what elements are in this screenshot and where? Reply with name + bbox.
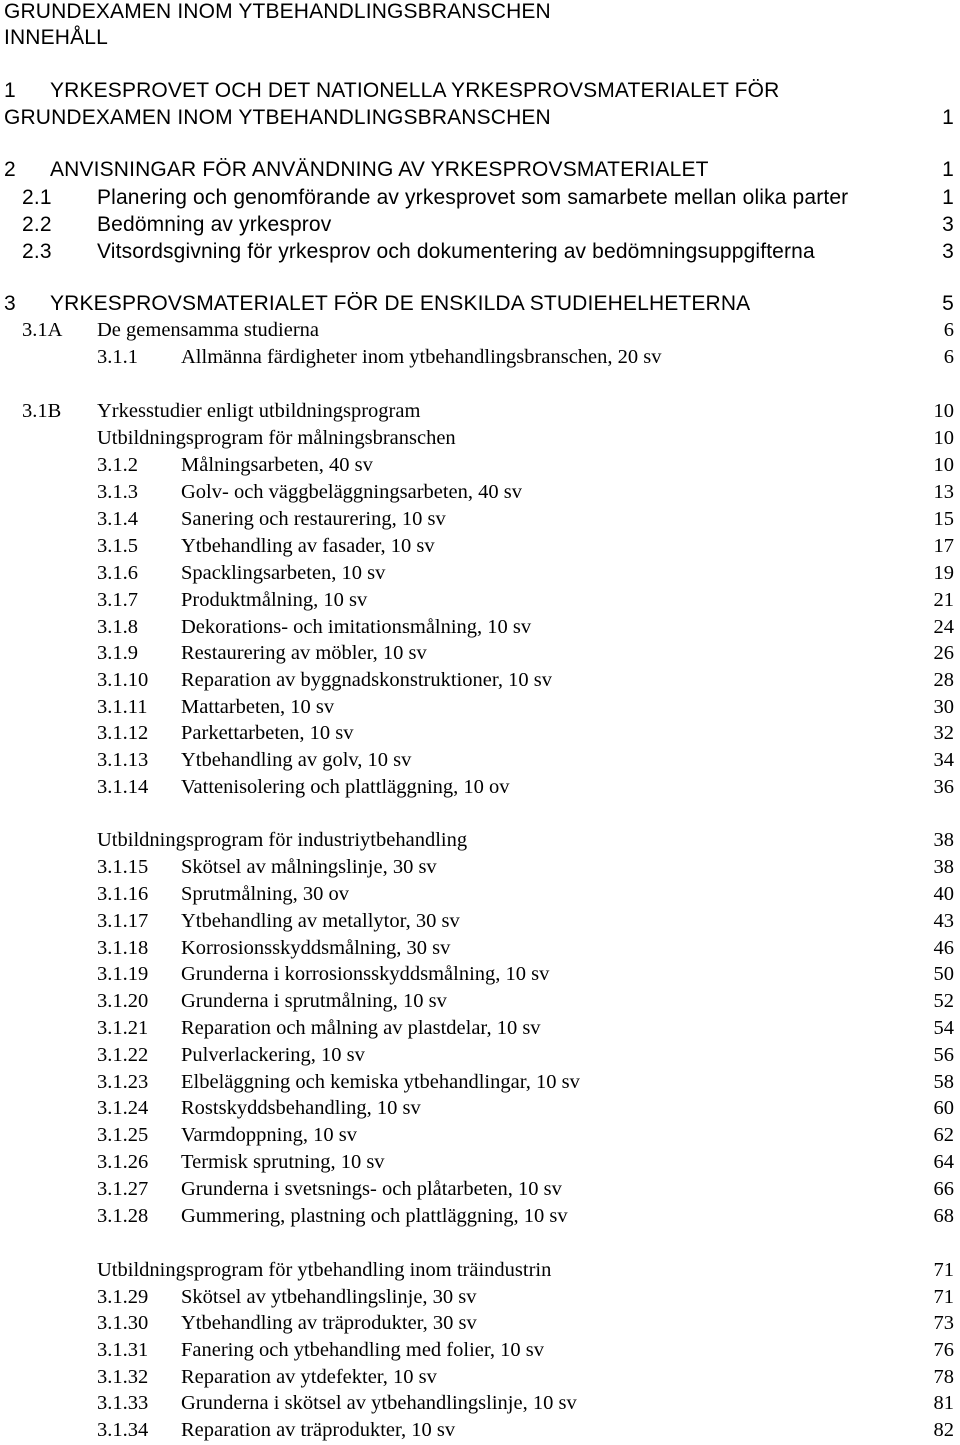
document-title: GRUNDEXAMEN INOM YTBEHANDLINGSBRANSCHEN xyxy=(4,0,551,23)
toc-entry-number: 3.1.18 xyxy=(97,937,149,959)
toc-entry xyxy=(0,883,960,909)
toc-entry-title: Skötsel av målningslinje, 30 sv xyxy=(181,856,437,878)
toc-entry xyxy=(0,508,960,534)
toc-entry xyxy=(0,589,960,615)
toc-entry xyxy=(0,535,960,561)
toc-entry xyxy=(0,963,960,989)
toc-entry-page: 43 xyxy=(933,910,954,932)
toc-entry-page: 13 xyxy=(933,481,954,503)
toc-entry-title: Ytbehandling av metallytor, 30 sv xyxy=(181,910,460,932)
toc-entry xyxy=(0,1071,960,1097)
toc-entry-title: Planering och genomförande av yrkesprovet som samarbete mellan olika parter xyxy=(97,186,849,209)
toc-entry-page: 71 xyxy=(933,1286,954,1308)
toc-entry-page: 38 xyxy=(933,856,954,878)
toc-entry-number: 3.1.14 xyxy=(97,776,149,798)
toc-entry-page: 1 xyxy=(942,186,954,209)
toc-entry xyxy=(0,669,960,695)
toc-entry-number: 3.1.17 xyxy=(97,910,149,932)
toc-entry-title: Utbildningsprogram för industriytbehandling xyxy=(97,829,468,851)
contents-heading: INNEHÅLL xyxy=(4,26,108,49)
toc-entry xyxy=(0,1044,960,1070)
toc-entry xyxy=(0,696,960,722)
toc-entry-number: 3.1.33 xyxy=(97,1392,149,1414)
toc-entry-number: 3.1.2 xyxy=(97,454,138,476)
toc-entry xyxy=(0,79,960,105)
toc-entry-page: 81 xyxy=(933,1392,954,1414)
toc-entry-number: 3.1.10 xyxy=(97,669,149,691)
toc-entry-page: 24 xyxy=(933,616,954,638)
toc-entry-number: 2 xyxy=(4,158,16,181)
toc-entry-title: Reparation av ytdefekter, 10 sv xyxy=(181,1366,437,1388)
toc-entry-page: 10 xyxy=(933,427,954,449)
toc-entry-page: 3 xyxy=(942,240,954,263)
toc-entry-page: 15 xyxy=(933,508,954,530)
toc-entry-title: Produktmålning, 10 sv xyxy=(181,589,368,611)
toc-entry xyxy=(0,1339,960,1365)
toc-entry-page: 1 xyxy=(942,106,954,129)
toc-entry xyxy=(0,213,960,239)
toc-entry-number: 3.1B xyxy=(22,400,62,422)
toc-entry xyxy=(0,829,960,855)
toc-entry-page: 32 xyxy=(933,722,954,744)
toc-entry xyxy=(0,856,960,882)
toc-entry-title: Grunderna i korrosionsskyddsmålning, 10 sv xyxy=(181,963,550,985)
toc-entry-title: Elbeläggning och kemiska ytbehandlingar, 10 sv xyxy=(181,1071,580,1093)
toc-entry-title: YRKESPROVSMATERIALET FÖR DE ENSKILDA STUDIEHELHETERNA xyxy=(50,292,751,315)
toc-entry xyxy=(0,186,960,212)
toc-entry-title: Allmänna färdigheter inom ytbehandlingsbranschen, 20 sv xyxy=(181,346,662,368)
toc-entry-page: 6 xyxy=(943,319,954,341)
toc-entry-number: 3.1.22 xyxy=(97,1044,149,1066)
toc-entry-page: 50 xyxy=(933,963,954,985)
toc-entry-number: 2.3 xyxy=(22,240,52,263)
toc-entry-number: 3.1.4 xyxy=(97,508,138,530)
toc-entry-number: 3 xyxy=(4,292,16,315)
toc-entry-number: 3.1.9 xyxy=(97,642,138,664)
toc-entry-title: Golv- och väggbeläggningsarbeten, 40 sv xyxy=(181,481,523,503)
toc-entry-page: 1 xyxy=(942,158,954,181)
toc-entry xyxy=(0,240,960,266)
toc-entry-number: 3.1.29 xyxy=(97,1286,149,1308)
toc-entry-page: 19 xyxy=(933,562,954,584)
toc-entry-title: Grunderna i skötsel av ytbehandlingslinje, 10 sv xyxy=(181,1392,577,1414)
toc-entry-page: 82 xyxy=(933,1419,954,1441)
toc-entry xyxy=(0,346,960,372)
toc-entry xyxy=(0,427,960,453)
toc-entry xyxy=(0,1178,960,1204)
toc-entry-title: Vattenisolering och plattläggning, 10 ov xyxy=(181,776,510,798)
toc-entry-page: 36 xyxy=(933,776,954,798)
toc-entry-page: 78 xyxy=(933,1366,954,1388)
toc-entry-page: 17 xyxy=(933,535,954,557)
toc-entry-number: 3.1.32 xyxy=(97,1366,149,1388)
toc-entry-number: 3.1.20 xyxy=(97,990,149,1012)
toc-entry xyxy=(0,1205,960,1231)
toc-entry-page: 60 xyxy=(933,1097,954,1119)
toc-entry xyxy=(0,616,960,642)
toc-entry xyxy=(0,749,960,775)
toc-entry-title: Mattarbeten, 10 sv xyxy=(181,696,335,718)
toc-entry-number: 3.1.8 xyxy=(97,616,138,638)
toc-entry-title: ANVISNINGAR FÖR ANVÄNDNING AV YRKESPROVSMATERIALET xyxy=(50,158,709,181)
toc-entry xyxy=(0,1312,960,1338)
toc-entry-page: 62 xyxy=(933,1124,954,1146)
toc-entry xyxy=(0,562,960,588)
toc-entry-page: 58 xyxy=(933,1071,954,1093)
toc-entry-number: 3.1.23 xyxy=(97,1071,149,1093)
toc-entry-page: 21 xyxy=(933,589,954,611)
toc-entry-page: 34 xyxy=(933,749,954,771)
toc-entry-title: Bedömning av yrkesprov xyxy=(97,213,332,236)
toc-entry-page: 38 xyxy=(933,829,954,851)
toc-entry-title: Målningsarbeten, 40 sv xyxy=(181,454,373,476)
toc-entry-title: YRKESPROVET OCH DET NATIONELLA YRKESPROVSMATERIALET FÖR xyxy=(50,79,780,102)
toc-entry-title: Vitsordsgivning för yrkesprov och dokumentering av bedömningsuppgifterna xyxy=(97,240,815,263)
toc-entry-title: Reparation och målning av plastdelar, 10 sv xyxy=(181,1017,541,1039)
toc-entry-title: Ytbehandling av fasader, 10 sv xyxy=(181,535,435,557)
toc-entry-page: 66 xyxy=(933,1178,954,1200)
toc-entry-title: Utbildningsprogram för målningsbranschen xyxy=(97,427,456,449)
toc-entry-page: 3 xyxy=(942,213,954,236)
toc-entry-number: 3.1.26 xyxy=(97,1151,149,1173)
toc-entry-page: 73 xyxy=(933,1312,954,1334)
toc-entry-number: 2.2 xyxy=(22,213,52,236)
toc-entry-number: 3.1.31 xyxy=(97,1339,149,1361)
toc-entry xyxy=(0,642,960,668)
toc-entry-number: 3.1.3 xyxy=(97,481,138,503)
toc-entry xyxy=(0,1097,960,1123)
toc-entry-title: Gummering, plastning och plattläggning, 10 sv xyxy=(181,1205,568,1227)
toc-entry-page: 56 xyxy=(933,1044,954,1066)
toc-entry-page: 54 xyxy=(933,1017,954,1039)
toc-entry-title: Grunderna i sprutmålning, 10 sv xyxy=(181,990,447,1012)
toc-entry-title: Ytbehandling av träprodukter, 30 sv xyxy=(181,1312,477,1334)
toc-entry-number: 3.1.1 xyxy=(97,346,138,368)
toc-entry-title: Pulverlackering, 10 sv xyxy=(181,1044,365,1066)
toc-entry-number: 3.1.12 xyxy=(97,722,149,744)
toc-entry-title: Fanering och ytbehandling med folier, 10 sv xyxy=(181,1339,544,1361)
toc-entry-number: 1 xyxy=(4,79,16,102)
toc-entry xyxy=(0,722,960,748)
toc-entry-page: 64 xyxy=(933,1151,954,1173)
toc-entry-title: Yrkesstudier enligt utbildningsprogram xyxy=(97,400,421,422)
toc-entry-number: 3.1.16 xyxy=(97,883,149,905)
toc-entry-title: Parkettarbeten, 10 sv xyxy=(181,722,354,744)
toc-entry-number: 3.1.19 xyxy=(97,963,149,985)
toc-entry xyxy=(0,1286,960,1312)
toc-entry xyxy=(0,292,960,318)
toc-entry-number: 3.1.28 xyxy=(97,1205,149,1227)
toc-entry-title: GRUNDEXAMEN INOM YTBEHANDLINGSBRANSCHEN xyxy=(4,106,551,129)
toc-entry-page: 30 xyxy=(933,696,954,718)
toc-entry xyxy=(0,454,960,480)
toc-entry-number: 3.1.30 xyxy=(97,1312,149,1334)
toc-entry-number: 3.1.5 xyxy=(97,535,138,557)
toc-entry-number: 3.1.24 xyxy=(97,1097,149,1119)
toc-entry-page: 40 xyxy=(933,883,954,905)
toc-entry-title: Sprutmålning, 30 ov xyxy=(181,883,349,905)
toc-entry xyxy=(0,1017,960,1043)
toc-entry-number: 3.1.34 xyxy=(97,1419,149,1441)
toc-entry xyxy=(0,319,960,345)
toc-entry xyxy=(0,937,960,963)
toc-entry-page: 76 xyxy=(933,1339,954,1361)
toc-entry-number: 3.1.15 xyxy=(97,856,149,878)
toc-entry xyxy=(0,106,960,132)
toc-entry-number: 3.1.21 xyxy=(97,1017,149,1039)
toc-entry-page: 52 xyxy=(933,990,954,1012)
toc-entry xyxy=(0,158,960,184)
toc-entry-number: 3.1.11 xyxy=(97,696,148,718)
toc-entry xyxy=(0,1419,960,1445)
toc-entry-number: 2.1 xyxy=(22,186,52,209)
toc-entry-title: Sanering och restaurering, 10 sv xyxy=(181,508,446,530)
toc-entry-number: 3.1A xyxy=(22,319,63,341)
toc-entry-title: Varmdoppning, 10 sv xyxy=(181,1124,357,1146)
toc-entry-title: Skötsel av ytbehandlingslinje, 30 sv xyxy=(181,1286,477,1308)
toc-entry xyxy=(0,910,960,936)
toc-entry-page: 10 xyxy=(933,454,954,476)
toc-entry xyxy=(0,1124,960,1150)
toc-entry xyxy=(0,400,960,426)
toc-entry-number: 3.1.25 xyxy=(97,1124,149,1146)
toc-entry-title: Dekorations- och imitationsmålning, 10 sv xyxy=(181,616,532,638)
toc-entry-title: Grunderna i svetsnings- och plåtarbeten, 10 sv xyxy=(181,1178,562,1200)
toc-entry xyxy=(0,990,960,1016)
toc-entry-title: Reparation av träprodukter, 10 sv xyxy=(181,1419,456,1441)
toc-entry-title: Reparation av byggnadskonstruktioner, 10 sv xyxy=(181,669,552,691)
toc-entry-number: 3.1.13 xyxy=(97,749,149,771)
toc-entry xyxy=(0,1259,960,1285)
toc-entry-title: Utbildningsprogram för ytbehandling inom träindustrin xyxy=(97,1259,552,1281)
toc-entry-page: 68 xyxy=(933,1205,954,1227)
toc-entry-page: 6 xyxy=(943,346,954,368)
toc-entry xyxy=(0,481,960,507)
toc-entry-number: 3.1.7 xyxy=(97,589,138,611)
toc-entry-title: De gemensamma studierna xyxy=(97,319,320,341)
toc-entry-page: 26 xyxy=(933,642,954,664)
toc-entry-title: Restaurering av möbler, 10 sv xyxy=(181,642,427,664)
toc-entry xyxy=(0,1392,960,1418)
toc-entry xyxy=(0,1151,960,1177)
toc-entry-number: 3.1.27 xyxy=(97,1178,149,1200)
toc-entry-title: Ytbehandling av golv, 10 sv xyxy=(181,749,412,771)
toc-entry-page: 46 xyxy=(933,937,954,959)
toc-entry-title: Korrosionsskyddsmålning, 30 sv xyxy=(181,937,451,959)
toc-entry-title: Rostskyddsbehandling, 10 sv xyxy=(181,1097,421,1119)
toc-entry-page: 10 xyxy=(933,400,954,422)
toc-entry-page: 71 xyxy=(933,1259,954,1281)
toc-entry-page: 28 xyxy=(933,669,954,691)
toc-entry-number: 3.1.6 xyxy=(97,562,138,584)
toc-entry-page: 5 xyxy=(942,292,954,315)
toc-entry-title: Spacklingsarbeten, 10 sv xyxy=(181,562,386,584)
toc-entry xyxy=(0,1366,960,1392)
toc-entry xyxy=(0,776,960,802)
toc-entry-title: Termisk sprutning, 10 sv xyxy=(181,1151,385,1173)
